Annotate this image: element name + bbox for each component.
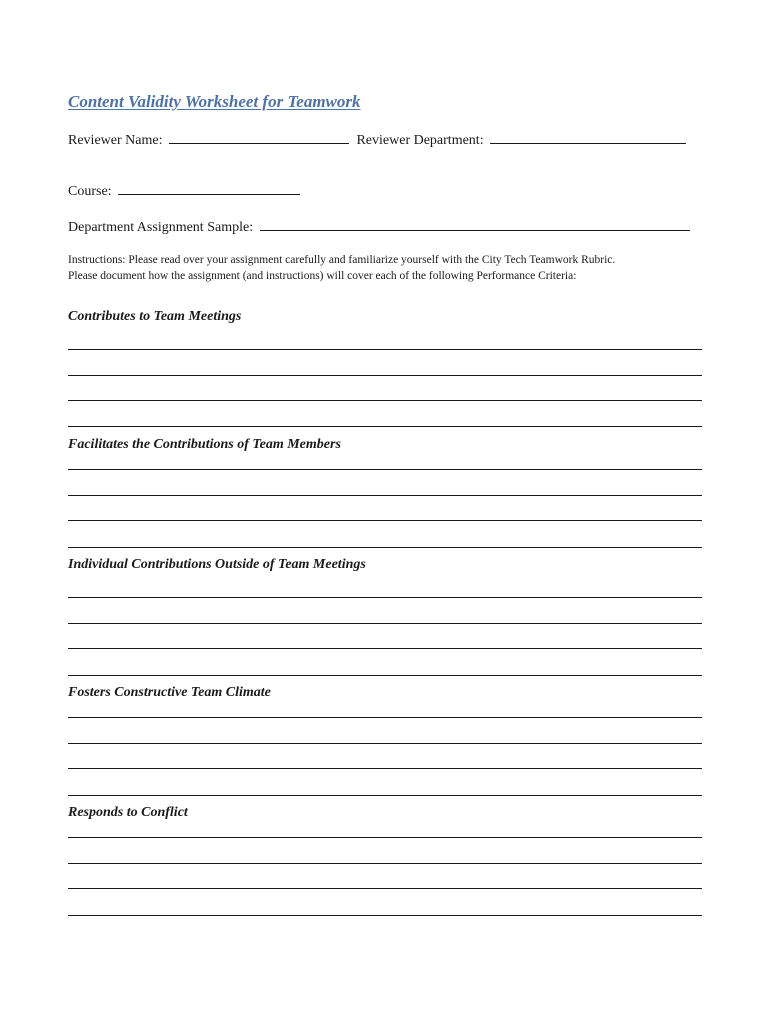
reviewer-department-label: Reviewer Department: bbox=[356, 133, 484, 148]
answer-line[interactable] bbox=[68, 375, 702, 376]
page-title: Content Validity Worksheet for Teamwork bbox=[68, 92, 361, 111]
section-heading-facilitates: Facilitates the Contributions of Team Members bbox=[68, 437, 341, 452]
reviewer-name-label: Reviewer Name: bbox=[68, 133, 163, 148]
instructions-line-1: Instructions: Please read over your assignment carefully and familiarize yourself with the City Tech Teamwork Rubric. bbox=[68, 254, 616, 266]
reviewer-row bbox=[68, 130, 686, 149]
instructions bbox=[68, 252, 708, 284]
section-heading-individual: Individual Contributions Outside of Team Meetings bbox=[68, 557, 366, 572]
section-heading-contributes: Contributes to Team Meetings bbox=[68, 309, 242, 324]
answer-line[interactable] bbox=[68, 863, 702, 864]
instructions-line-2: Please document how the assignment (and instructions) will cover each of the following Performance Criteria: bbox=[68, 270, 577, 282]
answer-line[interactable] bbox=[68, 837, 702, 838]
section-heading-fosters: Fosters Constructive Team Climate bbox=[68, 685, 271, 700]
answer-line[interactable] bbox=[68, 547, 702, 548]
course-field[interactable] bbox=[118, 181, 300, 195]
assignment-sample-field[interactable] bbox=[260, 217, 690, 231]
answer-line[interactable] bbox=[68, 743, 702, 744]
assignment-sample-row bbox=[68, 217, 690, 236]
answer-line[interactable] bbox=[68, 400, 702, 401]
answer-line[interactable] bbox=[68, 520, 702, 521]
answer-line[interactable] bbox=[68, 717, 702, 718]
answer-line[interactable] bbox=[68, 888, 702, 889]
answer-line[interactable] bbox=[68, 768, 702, 769]
assignment-sample-label: Department Assignment Sample: bbox=[68, 220, 254, 235]
course-label: Course: bbox=[68, 184, 112, 199]
answer-line[interactable] bbox=[68, 469, 702, 470]
answer-line[interactable] bbox=[68, 349, 702, 350]
answer-line[interactable] bbox=[68, 915, 702, 916]
answer-line[interactable] bbox=[68, 795, 702, 796]
answer-line[interactable] bbox=[68, 648, 702, 649]
answer-line[interactable] bbox=[68, 597, 702, 598]
answer-line[interactable] bbox=[68, 623, 702, 624]
reviewer-department-field[interactable] bbox=[490, 130, 686, 144]
answer-line[interactable] bbox=[68, 495, 702, 496]
course-row bbox=[68, 181, 300, 200]
answer-line[interactable] bbox=[68, 426, 702, 427]
answer-line[interactable] bbox=[68, 675, 702, 676]
section-heading-conflict: Responds to Conflict bbox=[68, 805, 188, 820]
reviewer-name-field[interactable] bbox=[169, 130, 349, 144]
